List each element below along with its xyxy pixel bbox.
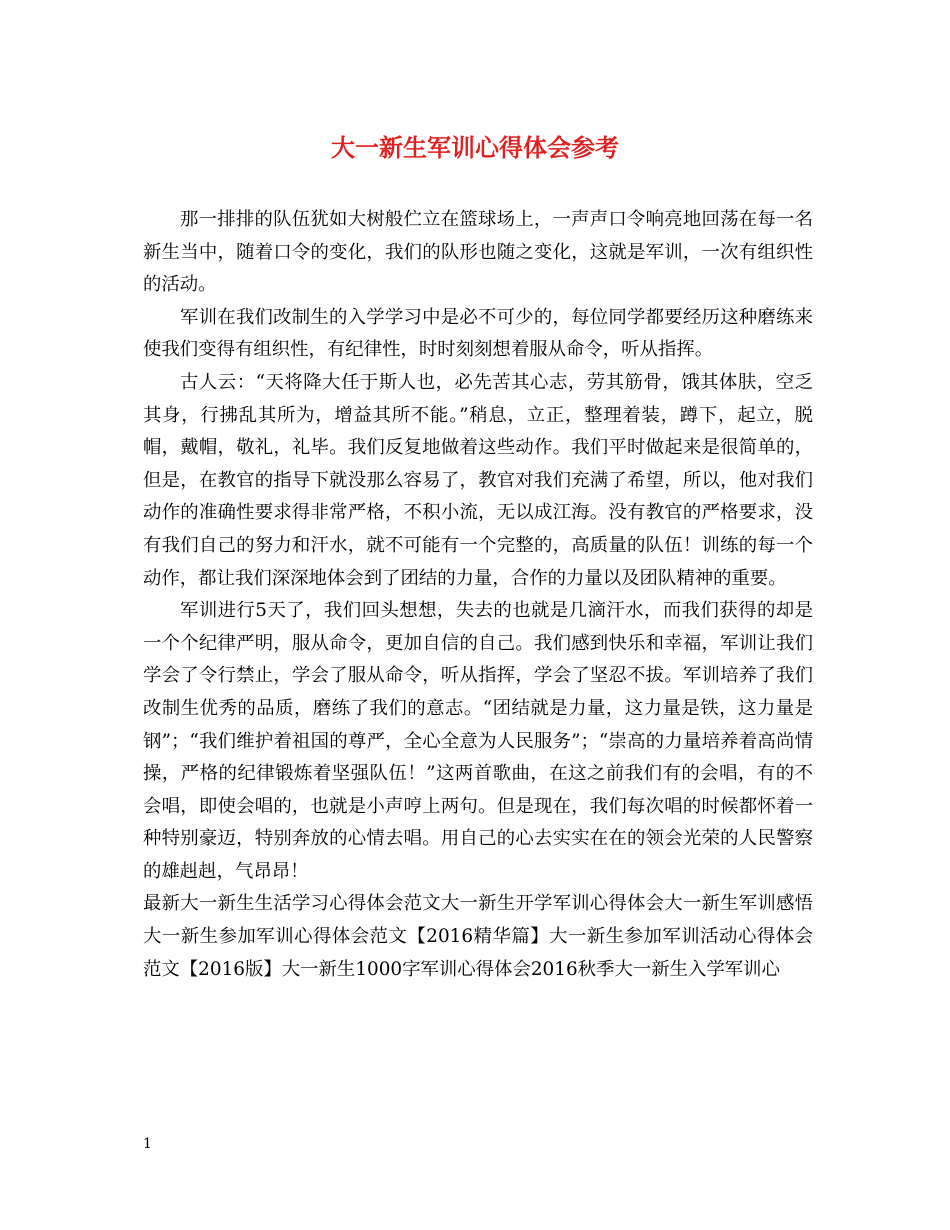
- paragraph-1: 那一排排的队伍犹如大树般伫立在篮球场上，一声声口令响亮地回荡在每一名新生当中，随着口令的变化，我们的队形也随之变化，这就是军训，一次有组织性的活动。: [143, 209, 813, 296]
- paragraph-3: 古人云：“天将降大任于斯人也，必先苦其心志，劳其筋骨，饿其体肤，空乏其身，行拂乱其所为，增益其所不能。”稍息，立正，整理着装，蹲下，起立，脱帽，戴帽，敬礼，礼毕。我们反复地做着这些动作。我们平时做起来是很简单的，但是，在教官的指导下就没那么容易了，教官对我们充满了希望，所以，他对我们动作的准确性要求得非常严格，不积小流，无以成江海。没有教官的严格要求，没有我们自己的努力和汗水，就不可能有一个完整的，高质量的队伍！训练的每一个动作，都让我们深深地体会到了团结的力量，合作的力量以及团队精神的重要。: [143, 371, 813, 589]
- paragraph-2: 军训在我们改制生的入学学习中是必不可少的，每位同学都要经历这种磨练来使我们变得有组织性，有纪律性，时时刻刻想着服从命令，听从指挥。: [143, 306, 813, 361]
- document-title: 大一新生军训心得体会参考: [331, 134, 619, 162]
- page-number: 1: [143, 1136, 152, 1152]
- related-articles-text: 最新大一新生生活学习心得体会范文大一新生开学军训心得体会大一新生军训感悟大一新生参加军训心得体会范文【2016精华篇】大一新生参加军训活动心得体会范文【2016版】大一新生1000字军训心得体会2016秋季大一新生入学军训心: [143, 893, 813, 980]
- document-body: [143, 204, 813, 986]
- paragraph-4: 军训进行5天了，我们回头想想，失去的也就是几滴汗水，而我们获得的却是一个个纪律严明，服从命令，更加自信的自己。我们感到快乐和幸福，军训让我们学会了令行禁止，学会了服从命令，听从指挥，学会了坚忍不拔。军训培养了我们改制生优秀的品质，磨练了我们的意志。“团结就是力量，这力量是铁，这力量是钢”；“我们维护着祖国的尊严，全心全意为人民服务”；“崇高的力量培养着高尚情操，严格的纪律锻炼着坚强队伍！”这两首歌曲，在这之前我们有的会唱，有的不会唱，即使会唱的，也就是小声哼上两句。但是现在，我们每次唱的时候都怀着一种特别豪迈，特别奔放的心情去唱。用自己的心去实实在在的领会光荣的人民警察的雄赳赳，气昂昂！: [143, 600, 813, 882]
